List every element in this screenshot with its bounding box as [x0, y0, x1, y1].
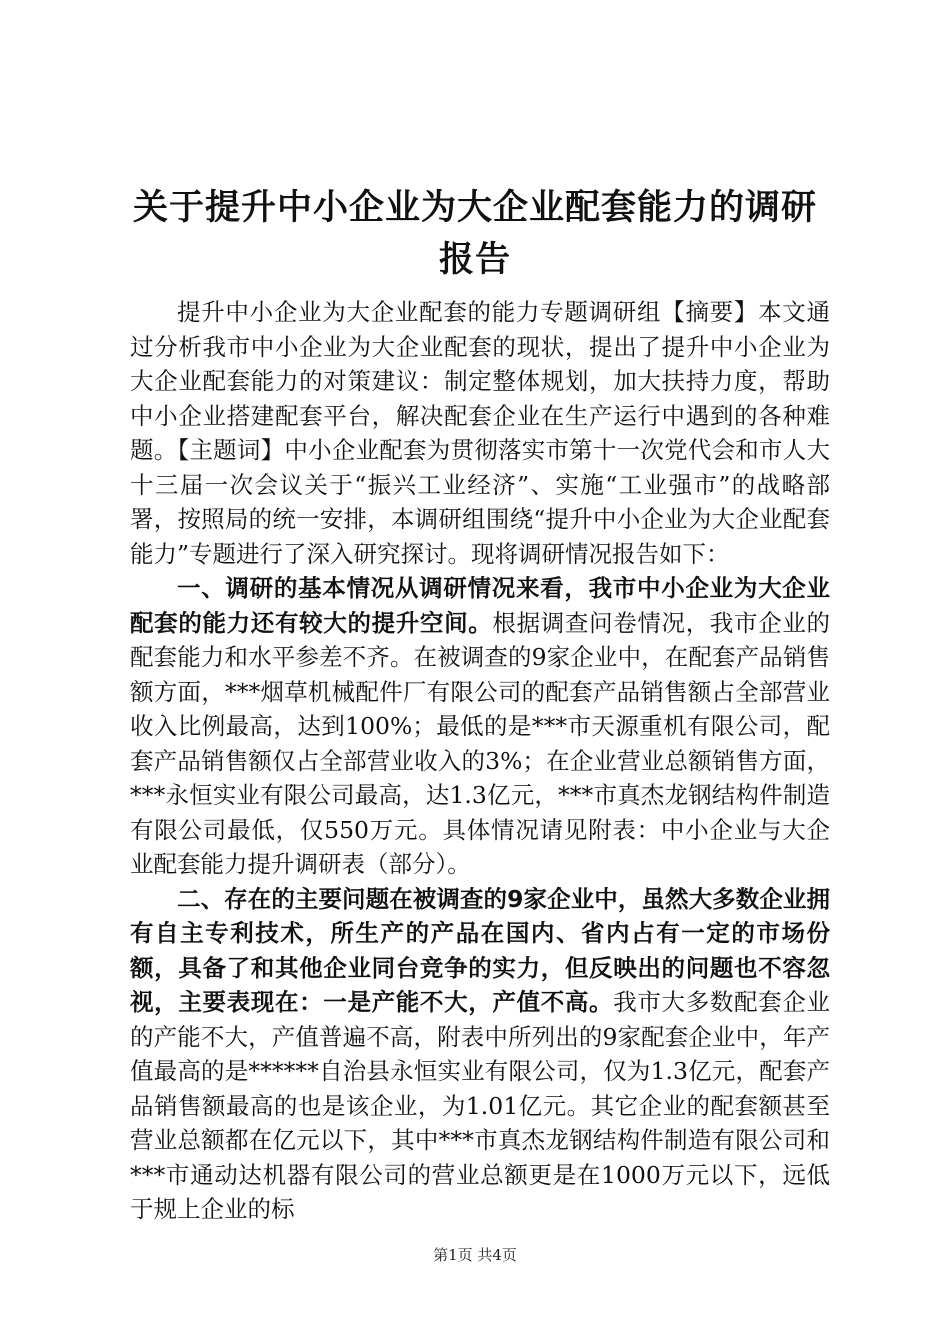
paragraph-text: 提升中小企业为大企业配套的能力专题调研组【摘要】本文通过分析我市中小企业为大企业配套的现状，提出了提升中小企业为大企业配套能力的对策建议：制定整体规划，加大扶持力度，帮助中小企业搭建配套平台，解决配套企业在生产运行中遇到的各种难题。【主题词】中小企业配套为贯彻落实市第十一次党代会和市人大十三届一次会议关于“振兴工业经济”、实施“工业强市”的战略部署，按照局的统一安排，本调研组围绕“提升中小企业为大企业配套能力”专题进行了深入研究探讨。现将调研情况报告如下：: [130, 298, 830, 568]
section-one-paragraph: [130, 571, 830, 882]
section-two-heading: 二、存在的主要问题在被调查的9家企业中，虽然大多数企业拥有自主专利技术，所生产的产品在国内、省内占有一定的市场份额，具备了和其他企业同台竞争的实力，但反映出的问题也不容忽视，主要表现在：一是产能不大，产值不高。: [130, 884, 830, 1016]
section-one-heading: 一、调研的基本情况从调研情况来看，我市中小企业为大企业配套的能力还有较大的提升空间。: [130, 574, 830, 637]
section-two-paragraph: [130, 882, 830, 1227]
paragraph-text: 根据调查问卷情况，我市企业的配套能力和水平参差不齐。在被调查的9家企业中，在配套产品销售额方面，***烟草机械配件厂有限公司的配套产品销售额占全部营业收入比例最高，达到100%；最低的是***市天源重机有限公司，配套产品销售额仅占全部营业收入的3%；在企业营业总额销售方面，***永恒实业有限公司最高，达1.3亿元，***市真杰龙钢结构件制造有限公司最低，仅550万元。具体情况请见附表：中小企业与大企业配套能力提升调研表（部分）。: [130, 608, 831, 878]
document-body: [130, 295, 830, 1227]
paragraph-text: 我市大多数配套企业的产能不大，产值普遍不高，附表中所列出的9家配套企业中，年产值最高的是******自治县永恒实业有限公司，仅为1.3亿元，配套产品销售额最高的也是该企业，为1.01亿元。其它企业的配套额甚至营业总额都在亿元以下，其中***市真杰龙钢结构件制造有限公司和***市通动达机器有限公司的营业总额更是在1000万元以下，远低于规上企业的标: [130, 988, 831, 1223]
abstract-paragraph: [130, 295, 830, 571]
page-number-footer: 第1页 共4页: [433, 1246, 517, 1264]
document-title: 关于提升中小企业为大企业配套能力的调研报告: [132, 188, 817, 280]
